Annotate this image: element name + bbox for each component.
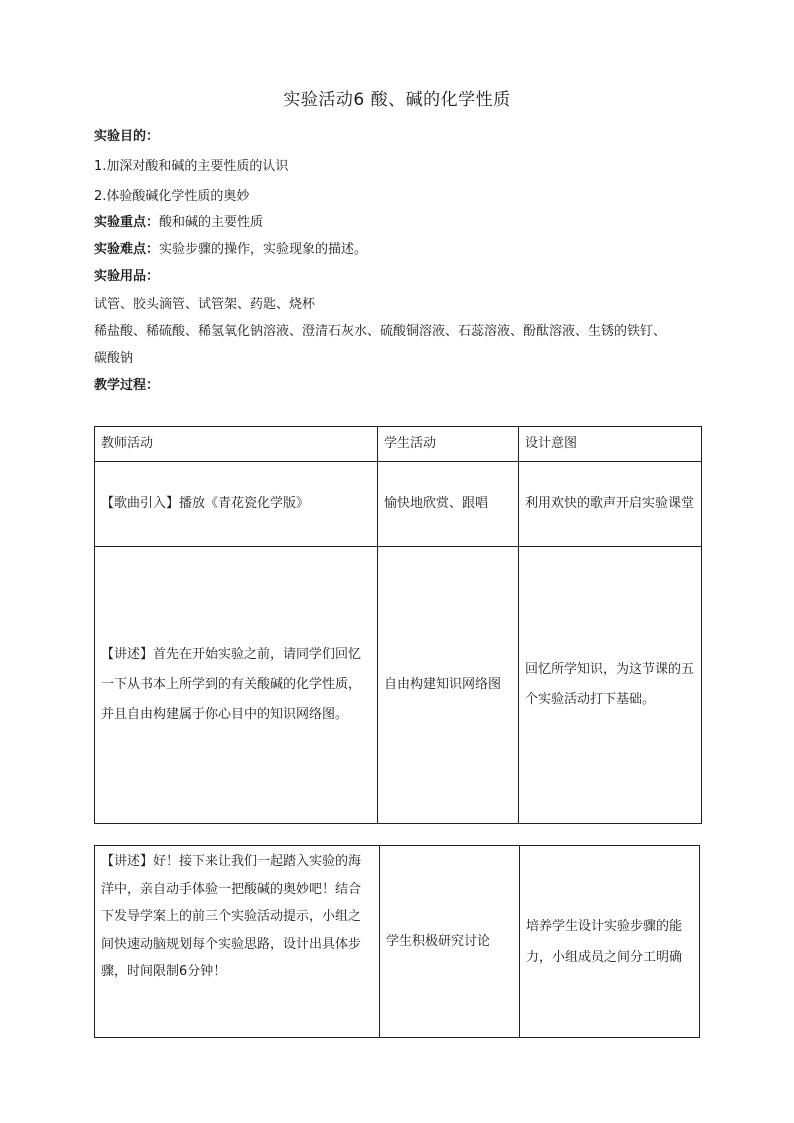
teacher-cell: 【讲述】好！接下来让我们一起踏入实验的海洋中，亲自动手体验一把酸碱的奥妙吧！结合下发导学案上的前三个实验活动提示，小组之间快速动脑规划每个实验思路，设计出具体步骤，时间限制6分钟！ (95, 846, 380, 1038)
difficulty-text: 实验步骤的操作，实验现象的描述。 (159, 242, 368, 257)
process-heading: 教学过程： (94, 378, 160, 393)
key-point-label: 实验重点： (94, 215, 160, 230)
intent-cell: 利用欢快的歌声开启实验课堂 (519, 462, 702, 547)
materials-line-3: 碳酸钠 (94, 351, 134, 366)
materials-heading: 实验用品： (94, 269, 160, 284)
page-title: 实验活动6 酸、碱的化学性质 (283, 90, 511, 110)
key-point-text: 酸和碱的主要性质 (159, 215, 264, 230)
intent-cell: 回忆所学知识，为这节课的五个实验活动打下基础。 (519, 547, 702, 824)
difficulty-label: 实验难点： (94, 242, 160, 257)
intent-cell: 培养学生设计实验步骤的能力，小组成员之间分工明确 (520, 846, 700, 1038)
materials-line-1: 试管、胶头滴管、试管架、药匙、烧杯 (94, 297, 316, 312)
key-point-line (94, 214, 263, 232)
table-header-row (95, 427, 702, 462)
header-teacher: 教师活动 (95, 427, 378, 462)
difficulty-line (94, 241, 367, 259)
teacher-cell: 【讲述】首先在开始实验之前，请同学们回忆一下从书本上所学到的有关酸碱的化学性质，并且自由构建属于你心目中的知识网络图。 (95, 547, 378, 824)
materials-line-2: 稀盐酸、稀硫酸、稀氢氧化钠溶液、澄清石灰水、硫酸铜溶液、石蕊溶液、酚酞溶液、生锈的铁钉、 (94, 324, 667, 339)
teaching-process-table (94, 426, 702, 824)
teaching-process-table-continued (94, 845, 700, 1038)
table-row (95, 846, 700, 1038)
objective-1: 1.加深对酸和碱的主要性质的认识 (94, 159, 289, 174)
table-row (95, 547, 702, 824)
table-row (95, 462, 702, 547)
objectives-heading: 实验目的： (94, 129, 160, 144)
objective-2: 2.体验酸碱化学性质的奥妙 (94, 189, 250, 204)
header-student: 学生活动 (378, 427, 519, 462)
student-cell: 学生积极研究讨论 (380, 846, 520, 1038)
student-cell: 自由构建知识网络图 (378, 547, 519, 824)
teacher-cell: 【歌曲引入】播放《青花瓷化学版》 (95, 462, 378, 547)
student-cell: 愉快地欣赏、跟唱 (378, 462, 519, 547)
header-intent: 设计意图 (519, 427, 702, 462)
